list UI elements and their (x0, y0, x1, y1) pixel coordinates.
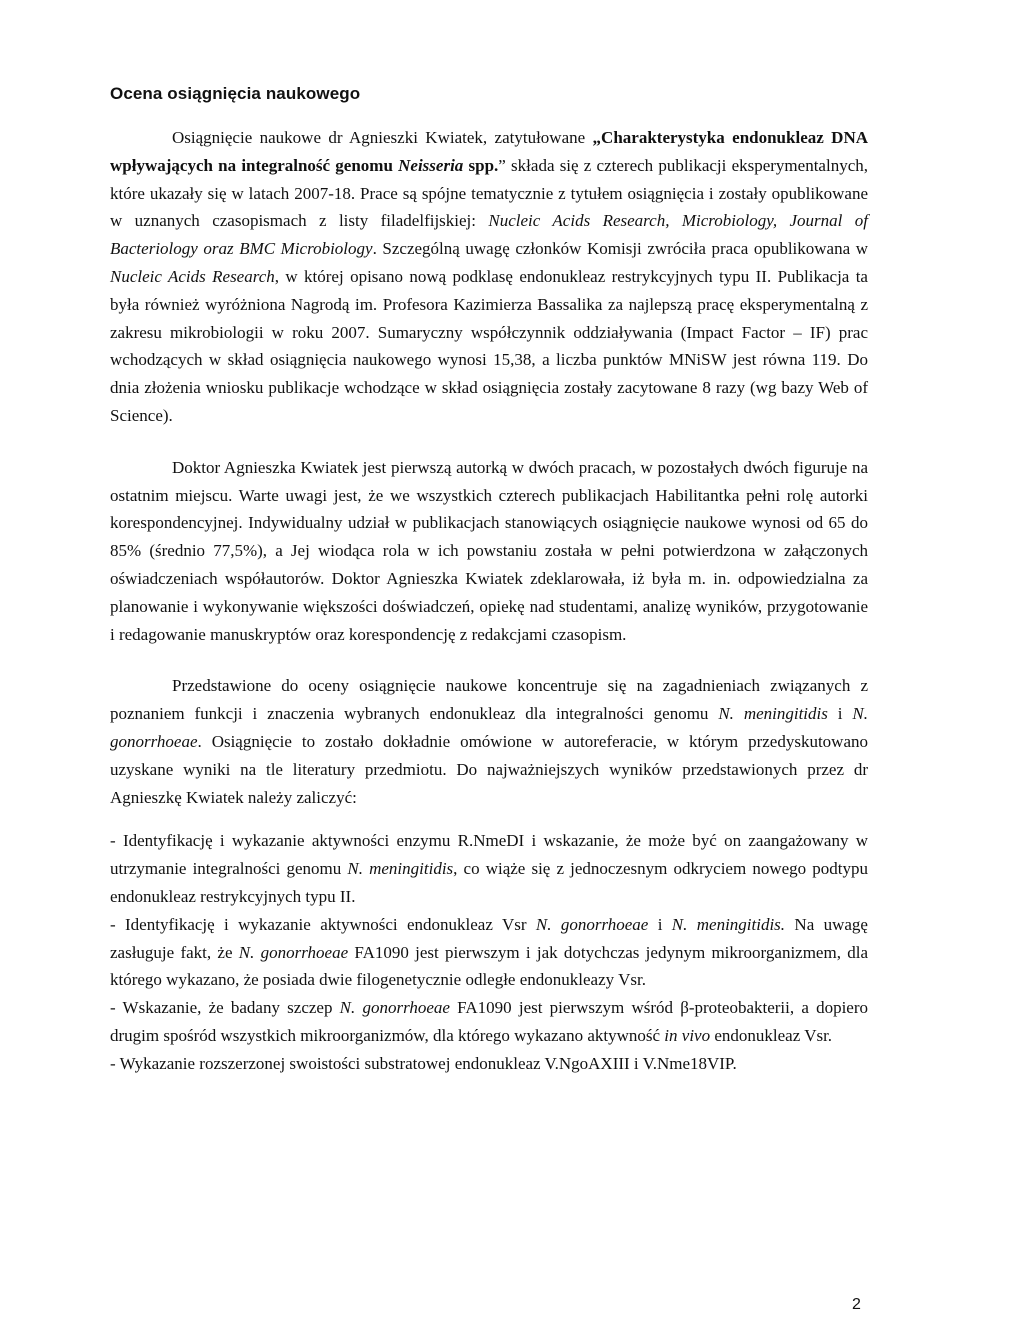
journal-list: Nucleic Acids Research, Microbiology, Journal of Bacteriology (110, 211, 868, 259)
item2-text-2: Na uwagę zasługuje fakt, że (110, 914, 868, 962)
species-meningitidis: N. meningitidis (718, 704, 828, 724)
p1-text-1: Osiągnięcie naukowe dr Agnieszki Kwiatek, zatytułowane (172, 128, 593, 147)
paragraph-author-role: Doktor Agnieszka Kwiatek jest pierwszą autorką w dwóch pracach, w pozostałych dwóch figuruje na ostatnim miejscu. Warte uwagi jest, że we wszystkich czterech publikacjach Habilitantka pełni rolę autorki korespondencyjnej. Indywidualny udział w publikacjach stanowiących osiągnięcie naukowe wynosi od 65 do 85% (średnio 77,5%), a Jej wiodąca rola w ich powstaniu została w pełni potwierdzona w załączonych oświadczeniach współautorów. Doktor Agnieszka Kwiatek zdeklarowała, iż była m. in. odpowiedzialna za planowanie i wykonywanie większości doświadczeń, opiekę nad studentami, analizę wyników, przygotowanie i redagowanie manuskryptów oraz korespondencję z redakcjami czasopism. (110, 457, 868, 644)
section-heading: Ocena osiągnięcia naukowego (110, 84, 361, 103)
achievement-title-genus: Neisseria (398, 155, 464, 175)
item3-text-3: endonukleaz Vsr. (710, 1025, 833, 1045)
paragraph-results-intro (110, 672, 868, 811)
result-item-4: - Wykazanie rozszerzonej swoistości substratowej endonukleaz V.NgoAXIII i V.Nme18VIP. (110, 1053, 737, 1073)
document-page (110, 84, 868, 1078)
paragraph-achievement-summary (110, 124, 868, 430)
paragraph-gap (110, 430, 868, 454)
item2-species-2: N. meningitidis. (671, 914, 786, 934)
item2-and: i (648, 914, 672, 934)
result-item-2 (110, 911, 868, 994)
p1-text-3: . Szczególną uwagę członków Komisji zwróciła praca opublikowana w (372, 239, 868, 259)
item1-species: N. meningitidis (347, 859, 454, 879)
result-item-1 (110, 827, 868, 910)
list-gap (110, 811, 868, 827)
species-gonorrhoeae: N. gonorrhoeae (110, 704, 868, 751)
item3-in-vivo: in vivo (664, 1025, 711, 1045)
p3-and: i (827, 704, 853, 724)
p1-text-2: ” składa się z czterech publikacji eksperymentalnych, które ukazały się w latach 2007-18. Prace są spójne tematycznie z tytułem osiągnięcia i zostały opublikowane w uznanych czasopismach z listy filadelfijskiej: (110, 155, 868, 231)
achievement-title-2: spp. (463, 155, 499, 175)
journal-bmc: BMC Microbiology (239, 239, 373, 259)
item3-text-2: FA1090 jest pierwszym wśród β-proteobakterii, a dopiero drugim spośród wszystkich mikroorganizmów, dla którego wykazano aktywność (110, 998, 869, 1045)
achievement-title-1: „Charakterystyka endonukleaz DNA wpływających na integralność genomu (110, 128, 868, 175)
p1-text-4: , w której opisano nową podklasę endonukleaz restrykcyjnych typu II. Publikacja ta była również wyróżniona Nagrodą im. Profesora Kazimierza Bassalika za najlepszą pracę eksperymentalną z zakresu mikrobiologii w roku 2007. Sumaryczny współczynnik oddziaływania (Impact Factor – IF) prac wchodzących w skład osiągnięcia naukowego wynosi 15,38, a liczba punktów MNiSW jest równa 119. Do dnia złożenia wniosku publikacje wchodzące w skład osiągnięcia zostały zacytowane 8 razy (wg bazy Web of Science). (110, 266, 868, 425)
item1-text-2: , co wiąże się z jednoczesnym odkryciem nowego podtypu endonukleaz restrykcyjnych typu II. (110, 859, 868, 906)
item2-species-1: N. gonorrhoeae (535, 914, 649, 934)
item2-text-3: FA1090 jest pierwszym i jak dotychczas jedynym mikroorganizmem, dla którego wykazano, że posiada dwie filogenetycznie odległe endonukleazy Vsr. (110, 942, 868, 990)
page-number: 2 (852, 1296, 861, 1313)
p3-text-2: . Osiągnięcie to zostało dokładnie omówione w autoreferacie, w którym przedyskutowano uzyskane wyniki na tle literatury przedmiotu. Do najważniejszych wyników przedstawionych przez dr Agnieszkę Kwiatek należy zaliczyć: (110, 731, 868, 807)
item3-text-1: - Wskazanie, że badany szczep (110, 998, 340, 1018)
p3-text-1: Przedstawione do oceny osiągnięcie naukowe koncentruje się na zagadnieniach związanych z poznaniem funkcji i znaczenia wybranych endonukleaz dla integralności genomu (110, 676, 868, 724)
journal-nar: Nucleic Acids Research (110, 266, 275, 286)
item2-species-3: N. gonorrhoeae (238, 942, 349, 962)
p1-oraz: oraz (197, 239, 240, 259)
item2-text-1: - Identyfikację i wykazanie aktywności endonukleaz Vsr (110, 914, 536, 934)
result-item-3 (110, 994, 868, 1050)
item1-text-1: - Identyfikację i wykazanie aktywności enzymu R.NmeDI i wskazanie, że może być on zaangażowany w utrzymanie integralności genomu (110, 831, 868, 879)
paragraph-gap (110, 648, 868, 672)
item3-species: N. gonorrhoeae (339, 998, 450, 1018)
